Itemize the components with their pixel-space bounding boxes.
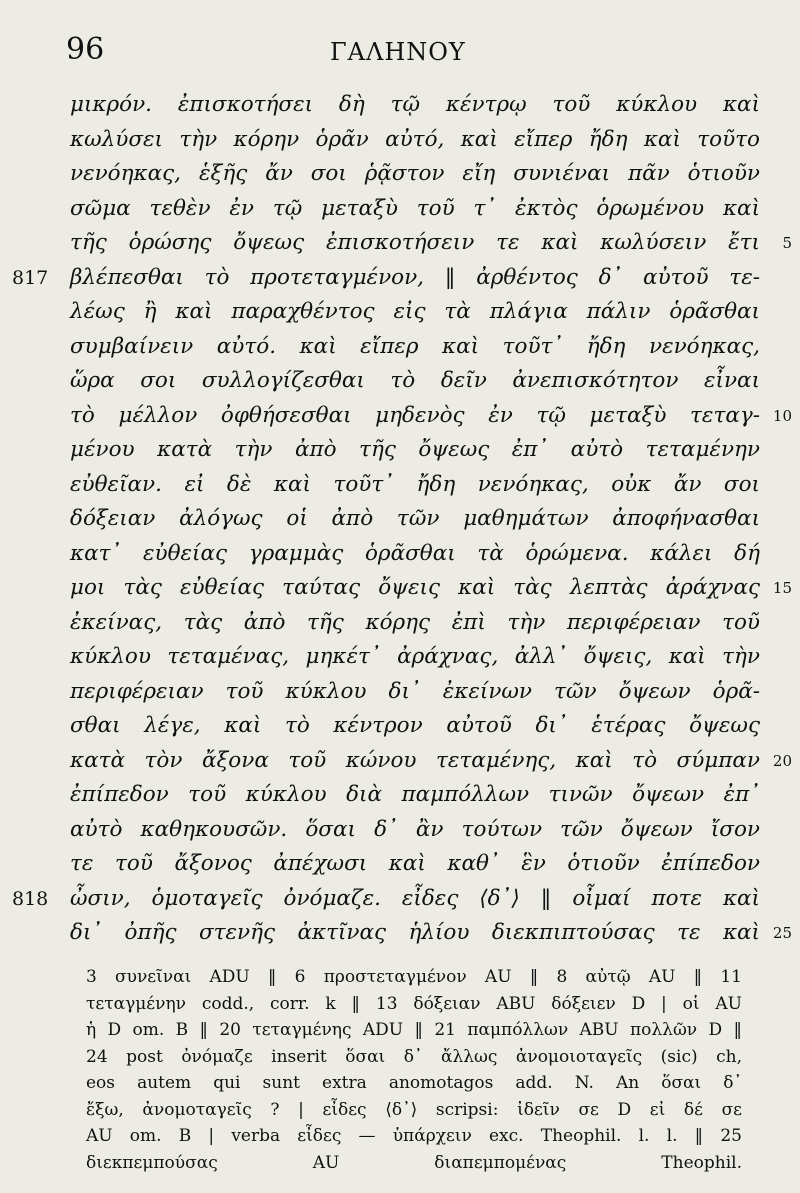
text-line: [70, 190, 760, 228]
text-line: [70, 86, 760, 124]
text-line: [70, 880, 760, 918]
text-line-content: μικρόν. ἐπισκοτήσει δὴ τῷ κέντρῳ τοῦ κύκλου καὶ: [70, 92, 760, 117]
text-line-content: μένου κατὰ τὴν ἀπὸ τῆς ὄψεως ἐπ᾿ αὐτὸ τεταμένην: [70, 437, 760, 462]
text-line: [70, 673, 760, 711]
text-line: [70, 155, 760, 193]
text-line-content: δι᾿ ὀπῆς στενῆς ἀκτῖνας ἡλίου διεκπιπτούσας τε καὶ: [70, 920, 760, 945]
text-line-content: ἐπίπεδον τοῦ κύκλου διὰ παμπόλλων τινῶν ὄψεων ἐπ᾿: [70, 782, 760, 807]
text-line: [70, 328, 760, 366]
text-line: [70, 811, 760, 849]
page-header: [0, 18, 800, 68]
text-line: [70, 500, 760, 538]
text-line: [70, 431, 760, 469]
text-line-content: κωλύσει τὴν κόρην ὁρᾶν αὐτό, καὶ εἴπερ ἤδη καὶ τοῦτο: [70, 126, 760, 152]
text-line: [70, 845, 760, 883]
text-line-content: αὐτὸ καθηκουσῶν. ὅσαι δ᾿ ἂν τούτων τῶν ὄψεων ἴσον: [70, 816, 760, 842]
text-line-content: κατὰ τὸν ἄξονα τοῦ κώνου τεταμένης, καὶ τὸ σύμπαν: [70, 747, 760, 773]
text-line-content: τε τοῦ ἄξονος ἀπέχωσι καὶ καθ᾿ ἓν ὁτιοῦν ἐπίπεδον: [70, 851, 760, 876]
text-line-content: βλέπεσθαι τὸ προτεταγμένον, ‖ ἀρθέντος δ᾿ αὐτοῦ τε-: [70, 264, 760, 290]
text-line: [70, 604, 760, 642]
text-line: [70, 466, 760, 504]
text-line-content: περιφέρειαν τοῦ κύκλου δι᾿ ἐκείνων τῶν ὄψεων ὁρᾶ-: [70, 678, 760, 704]
text-line: [70, 362, 760, 400]
text-line-content: κατ᾿ εὐθείας γραμμὰς ὁρᾶσθαι τὰ ὁρώμενα. κάλει δή: [70, 540, 760, 566]
apparatus-line: διεκπεμπούσας AU διαπεμπομένας Theophil.: [86, 1152, 742, 1173]
text-line-content: δόξειαν ἀλόγως οἱ ἀπὸ τῶν μαθημάτων ἀποφήνασθαι: [70, 506, 760, 531]
apparatus-line: AU om. B | verba εἶδες — ὑπάρχειν exc. Theophil. l. l. ‖ 25: [86, 1126, 742, 1146]
apparatus-line: eos autem qui sunt extra anomotagos add. N. An ὅσαι δ᾿: [86, 1073, 742, 1093]
apparatus-line: ἡ D om. B ‖ 20 τεταγμένης ADU ‖ 21 παμπόλλων ABU πολλῶν D ‖: [86, 1020, 742, 1040]
text-line: [70, 121, 760, 159]
kuehn-page-reference: 818: [12, 887, 49, 910]
text-line-content: λέως ἢ καὶ παραχθέντος εἰς τὰ πλάγια πάλιν ὁρᾶσθαι: [70, 299, 760, 324]
apparatus-line: 3 συνεῖναι ADU ‖ 6 προστεταγμένον AU ‖ 8 αὐτῷ AU ‖ 11: [86, 967, 742, 987]
text-line: [70, 914, 760, 952]
page-number: 96: [66, 32, 105, 67]
text-line: [70, 397, 760, 435]
text-line: [70, 259, 760, 297]
text-line-content: εὐθεῖαν. εἰ δὲ καὶ τοῦτ᾿ ἤδη νενόηκας, οὐκ ἄν σοι: [70, 471, 760, 497]
text-line-content: ὥρα σοι συλλογίζεσθαι τὸ δεῖν ἀνεπισκότητον εἶναι: [70, 368, 760, 393]
apparatus-line: 24 post ὀνόμαζε inserit ὅσαι δ᾿ ἄλλως ἀνομοιοταγεῖς (sic) ch,: [86, 1046, 742, 1067]
text-line: [70, 638, 760, 676]
text-line: [70, 224, 760, 262]
text-line-content: κύκλου τεταμένας, μηκέτ᾿ ἀράχνας, ἀλλ᾿ ὄψεις, καὶ τὴν: [70, 644, 760, 669]
text-line-content: σθαι λέγε, καὶ τὸ κέντρον αὐτοῦ δι᾿ ἑτέρας ὄψεως: [70, 713, 760, 738]
text-line-content: τῆς ὁρώσης ὄψεως ἐπισκοτήσειν τε καὶ κωλύσειν ἔτι: [70, 230, 760, 255]
text-line-content: νενόηκας, ἑξῆς ἄν σοι ῥᾷστον εἴη συνιέναι πᾶν ὁτιοῦν: [70, 161, 760, 186]
line-number: 25: [772, 924, 792, 942]
text-line: [70, 293, 760, 331]
text-line-content: μοι τὰς εὐθείας ταύτας ὄψεις καὶ τὰς λεπτὰς ἀράχνας: [70, 575, 760, 600]
text-line: [70, 707, 760, 745]
text-line: [70, 742, 760, 780]
running-head: ΓΑΛΗΝΟΥ: [330, 38, 466, 66]
line-number: 15: [772, 579, 792, 597]
text-line-content: ἐκείνας, τὰς ἀπὸ τῆς κόρης ἐπὶ τὴν περιφέρειαν τοῦ: [70, 609, 760, 635]
text-line: [70, 569, 760, 607]
text-line-content: τὸ μέλλον ὀφθήσεσθαι μηδενὸς ἐν τῷ μεταξὺ τεταγ-: [70, 402, 760, 428]
line-number: 10: [772, 406, 792, 425]
apparatus-line: τεταγμένην codd., corr. k ‖ 13 δόξειαν ABU δόξειεν D | οἱ AU: [86, 993, 742, 1014]
text-line-content: συμβαίνειν αὐτό. καὶ εἴπερ καὶ τοῦτ᾿ ἤδη νενόηκας,: [70, 333, 760, 359]
text-line-content: ὦσιν, ὁμοταγεῖς ὀνόμαζε. εἶδες ⟨δ᾿⟩ ‖ οἶμαί ποτε καὶ: [70, 885, 760, 911]
kuehn-page-reference: 817: [12, 266, 49, 289]
text-line-content: σῶμα τεθὲν ἐν τῷ μεταξὺ τοῦ τ᾿ ἐκτὸς ὁρωμένου καὶ: [70, 195, 760, 221]
text-line: [70, 776, 760, 814]
line-number: 20: [772, 751, 792, 770]
text-line: [70, 535, 760, 573]
apparatus-line: ἔξω, ἀνομοταγεῖς ? | εἶδες ⟨δ᾿⟩ scripsi: ἰδεῖν σε D εἰ δέ σε: [86, 1099, 742, 1120]
line-number: 5: [782, 234, 792, 252]
